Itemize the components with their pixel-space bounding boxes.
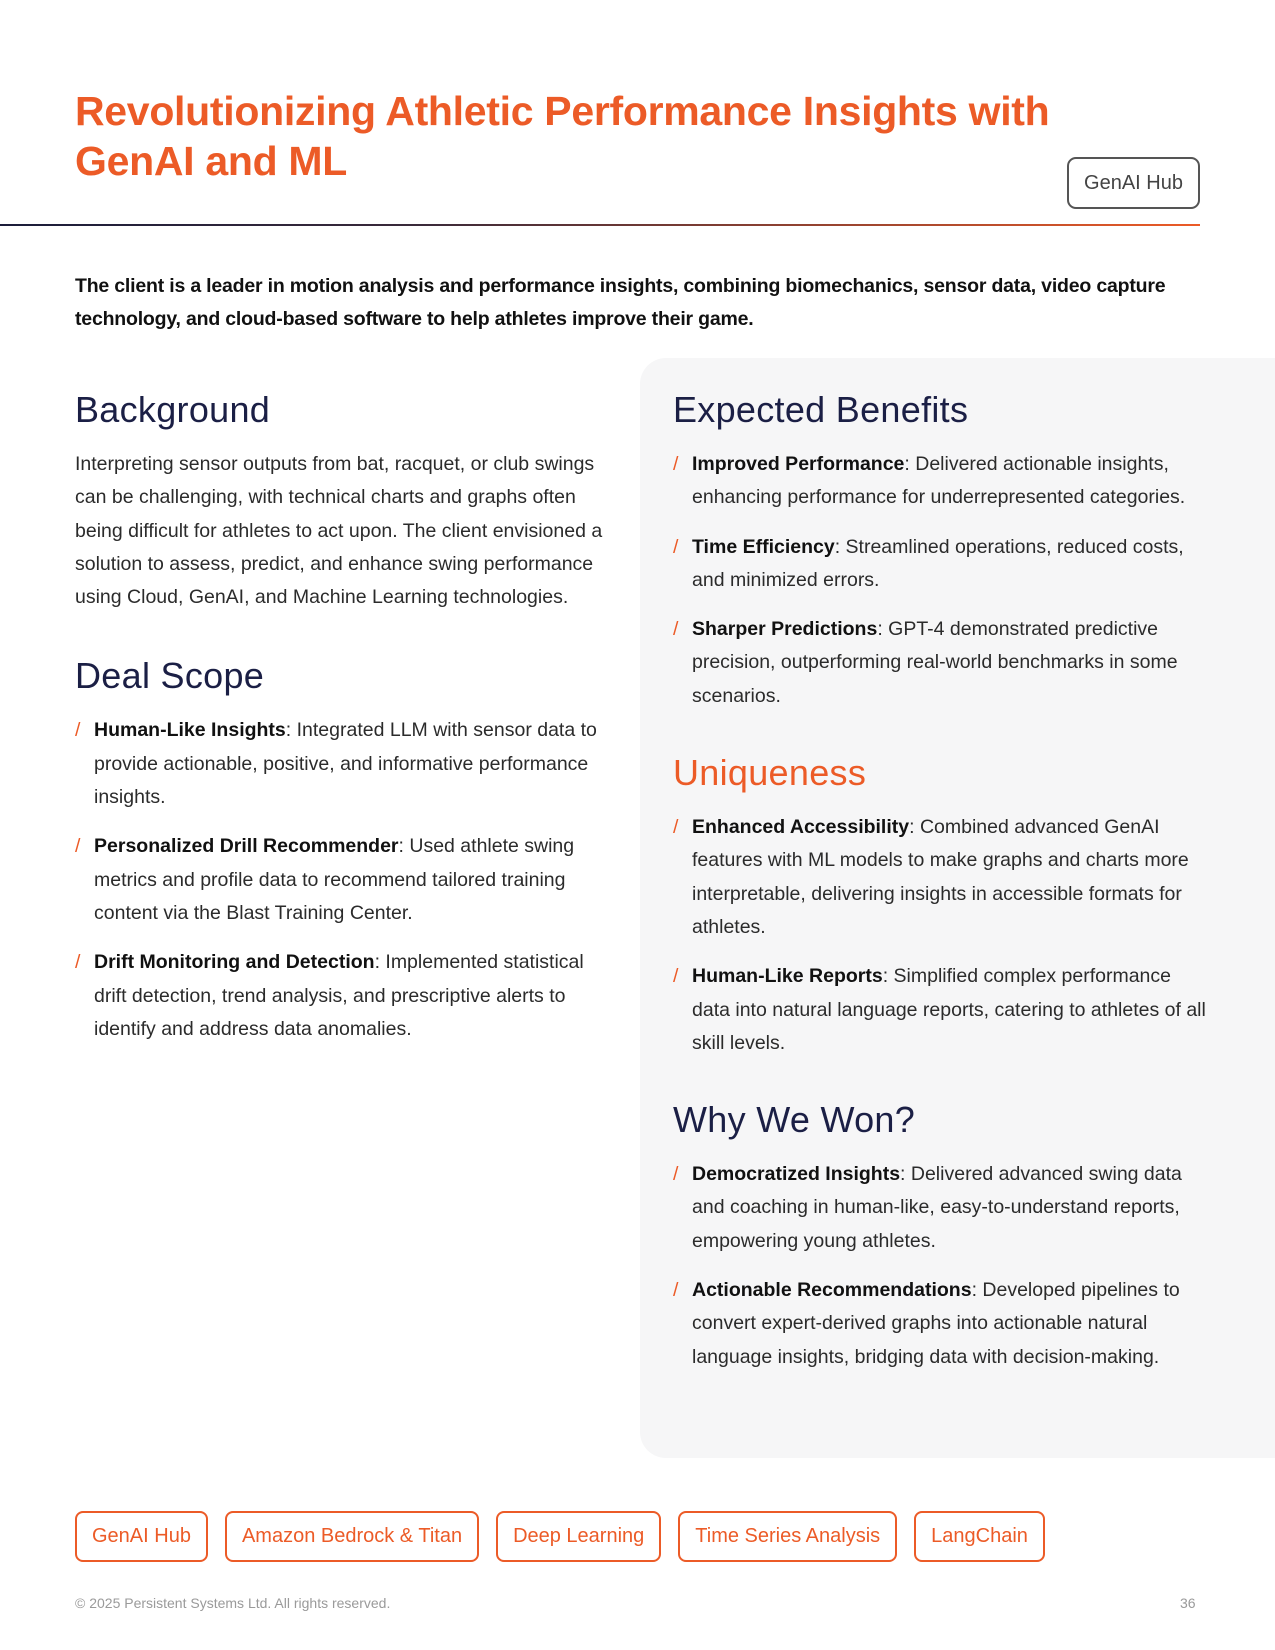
copyright-footer: © 2025 Persistent Systems Ltd. All rights reserved. — [75, 1595, 391, 1611]
item-text: : Simplified complex performance data into natural language reports, catering to athletes of all skill levels. — [692, 965, 1206, 1054]
item-title: Democratized Insights — [692, 1163, 901, 1186]
slash-bullet-icon: / — [673, 1163, 679, 1186]
page-number: 36 — [1180, 1595, 1196, 1611]
item-title: Time Efficiency — [692, 535, 835, 558]
left-column — [75, 388, 615, 1062]
list-item — [673, 531, 1208, 598]
item-text: : Developed pipelines to convert expert-derived graphs into actionable natural language insights, bridging data with decision-making. — [692, 1279, 1180, 1368]
header-divider — [0, 224, 1200, 226]
list-item — [673, 960, 1208, 1060]
list-item — [75, 714, 615, 814]
why-we-won-heading: Why We Won? — [673, 1099, 916, 1141]
item-text: : Delivered actionable insights, enhancing performance for underrepresented categories. — [692, 453, 1186, 509]
item-title: Enhanced Accessibility — [692, 816, 910, 839]
item-text: : Used athlete swing metrics and profile data to recommend tailored training content via the Blast Training Center. — [94, 835, 575, 924]
tag-langchain: LangChain — [914, 1511, 1045, 1562]
item-text: : Integrated LLM with sensor data to provide actionable, positive, and informative performance insights. — [94, 719, 597, 809]
list-item — [673, 1274, 1208, 1374]
tag-deep-learning: Deep Learning — [496, 1511, 661, 1562]
deal-scope-list — [75, 714, 615, 1046]
item-title: Human-Like Insights — [94, 719, 286, 742]
expected-benefits-heading: Expected Benefits — [673, 389, 969, 430]
slash-bullet-icon: / — [75, 835, 81, 858]
item-text: : Streamlined operations, reduced costs, and minimized errors. — [692, 535, 1184, 591]
list-item — [673, 1158, 1208, 1258]
deal-scope-heading: Deal Scope — [75, 655, 265, 697]
uniqueness-list — [673, 811, 1208, 1060]
slash-bullet-icon: / — [673, 1279, 679, 1302]
tag-time-series-analysis: Time Series Analysis — [678, 1511, 897, 1562]
slash-bullet-icon: / — [673, 965, 679, 988]
background-text: Interpreting sensor outputs from bat, racquet, or club swings can be challenging, with technical charts and graphs often being difficult for athletes to act upon. The client envisioned a solution to assess, predict, and enhance swing performance using Cloud, GenAI, and Machine Learning technologies. — [75, 453, 603, 609]
list-item — [673, 448, 1208, 515]
item-text: : Implemented statistical drift detection, trend analysis, and prescriptive alerts to identify and address data anomalies. — [94, 951, 584, 1040]
slash-bullet-icon: / — [75, 719, 81, 742]
why-we-won-list — [673, 1158, 1208, 1374]
tag-genai-hub: GenAI Hub — [75, 1511, 208, 1562]
item-text: : Delivered advanced swing data and coaching in human-like, easy-to-understand reports, empowering young athletes. — [692, 1163, 1182, 1252]
list-item — [673, 811, 1208, 944]
tag-list — [75, 1511, 1045, 1562]
tag-amazon-bedrock-titan: Amazon Bedrock & Titan — [225, 1511, 479, 1562]
list-item — [673, 613, 1208, 713]
category-badge: GenAI Hub — [1067, 157, 1200, 209]
item-title: Human-Like Reports — [692, 965, 883, 988]
page-title: Revolutionizing Athletic Performance Insights with GenAI and ML — [75, 88, 1050, 184]
item-title: Improved Performance — [692, 453, 905, 475]
item-title: Actionable Recommendations — [692, 1279, 972, 1302]
slash-bullet-icon: / — [673, 816, 679, 839]
list-item — [75, 946, 615, 1046]
slash-bullet-icon: / — [673, 618, 679, 641]
item-text: : Combined advanced GenAI features with ML models to make graphs and charts more interpretable, delivering insights in accessible formats for athletes. — [692, 816, 1189, 938]
uniqueness-heading: Uniqueness — [673, 752, 867, 794]
right-column — [673, 388, 1208, 1390]
item-title: Sharper Predictions — [692, 618, 878, 641]
background-heading: Background — [75, 389, 271, 430]
slash-bullet-icon: / — [673, 535, 679, 558]
item-title: Drift Monitoring and Detection — [94, 951, 375, 974]
item-text: : GPT-4 demonstrated predictive precision, outperforming real-world benchmarks in some scenarios. — [692, 618, 1178, 707]
slash-bullet-icon: / — [75, 951, 81, 974]
slash-bullet-icon: / — [673, 453, 679, 475]
intro-summary: The client is a leader in motion analysis and performance insights, combining biomechanics, sensor data, video capture technology, and cloud-based software to help athletes improve their game. — [75, 275, 1166, 330]
item-title: Personalized Drill Recommender — [94, 835, 399, 858]
list-item — [75, 830, 615, 930]
expected-benefits-list — [673, 448, 1208, 713]
